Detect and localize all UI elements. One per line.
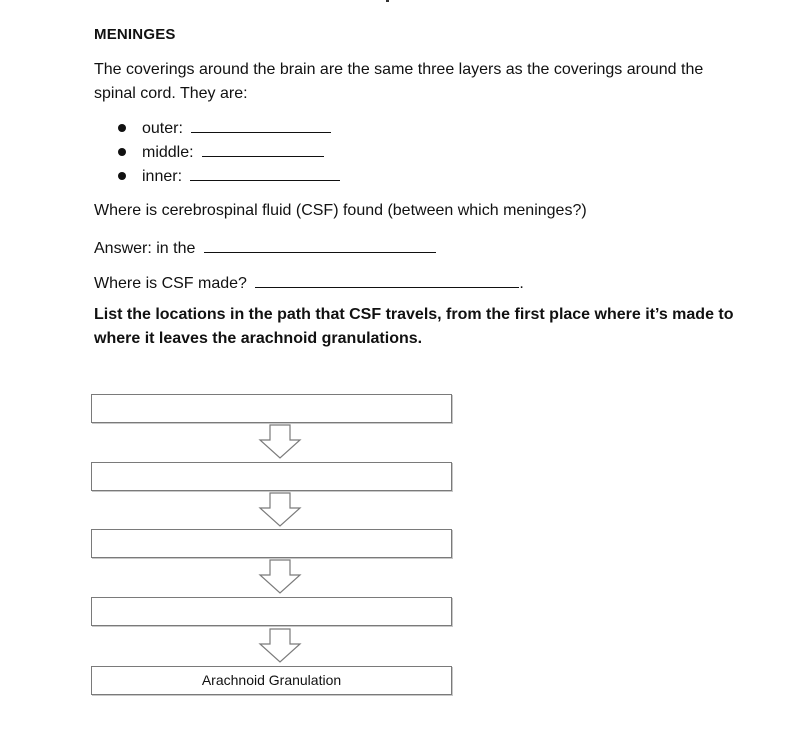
- meninges-list: [114, 116, 340, 188]
- section-heading: MENINGES: [94, 26, 176, 43]
- down-arrow-icon: [258, 559, 302, 595]
- list-item-inner: [114, 164, 340, 188]
- page-top-mark: [386, 0, 389, 2]
- list-item-label: inner:: [142, 168, 183, 185]
- answer-blank-made[interactable]: [255, 271, 519, 288]
- intro-paragraph: The coverings around the brain are the same three layers as the coverings around the spinal cord. They are:: [94, 61, 704, 102]
- question-csf-made: Where is CSF made?: [94, 275, 247, 292]
- answer-blank-outer[interactable]: [191, 116, 331, 133]
- answer-blank-location[interactable]: [204, 236, 436, 253]
- list-item-label: outer:: [142, 120, 183, 137]
- path-instruction: List the locations in the path that CSF travels, from the first place where it’s made to where it leaves the arachnoid granulations.: [94, 306, 734, 347]
- flow-box-4[interactable]: [91, 597, 452, 626]
- answer-blank-inner[interactable]: [190, 164, 340, 181]
- down-arrow-icon: [258, 492, 302, 528]
- down-arrow-icon: [258, 424, 302, 460]
- list-item-outer: [114, 116, 340, 140]
- flow-box-arachnoid-granulation: Arachnoid Granulation: [91, 666, 452, 695]
- answer-line: [94, 236, 436, 258]
- list-item-label: middle:: [142, 144, 194, 161]
- down-arrow-icon: [258, 628, 302, 664]
- question-csf-made-line: [94, 271, 524, 293]
- sentence-period: .: [519, 275, 524, 292]
- question-csf-location: Where is cerebrospinal fluid (CSF) found (between which meninges?): [94, 202, 587, 219]
- list-item-middle: [114, 140, 340, 164]
- flow-box-2[interactable]: [91, 462, 452, 491]
- answer-prefix: Answer: in the: [94, 240, 196, 257]
- answer-blank-middle[interactable]: [202, 140, 324, 157]
- flow-box-1[interactable]: [91, 394, 452, 423]
- flow-box-3[interactable]: [91, 529, 452, 558]
